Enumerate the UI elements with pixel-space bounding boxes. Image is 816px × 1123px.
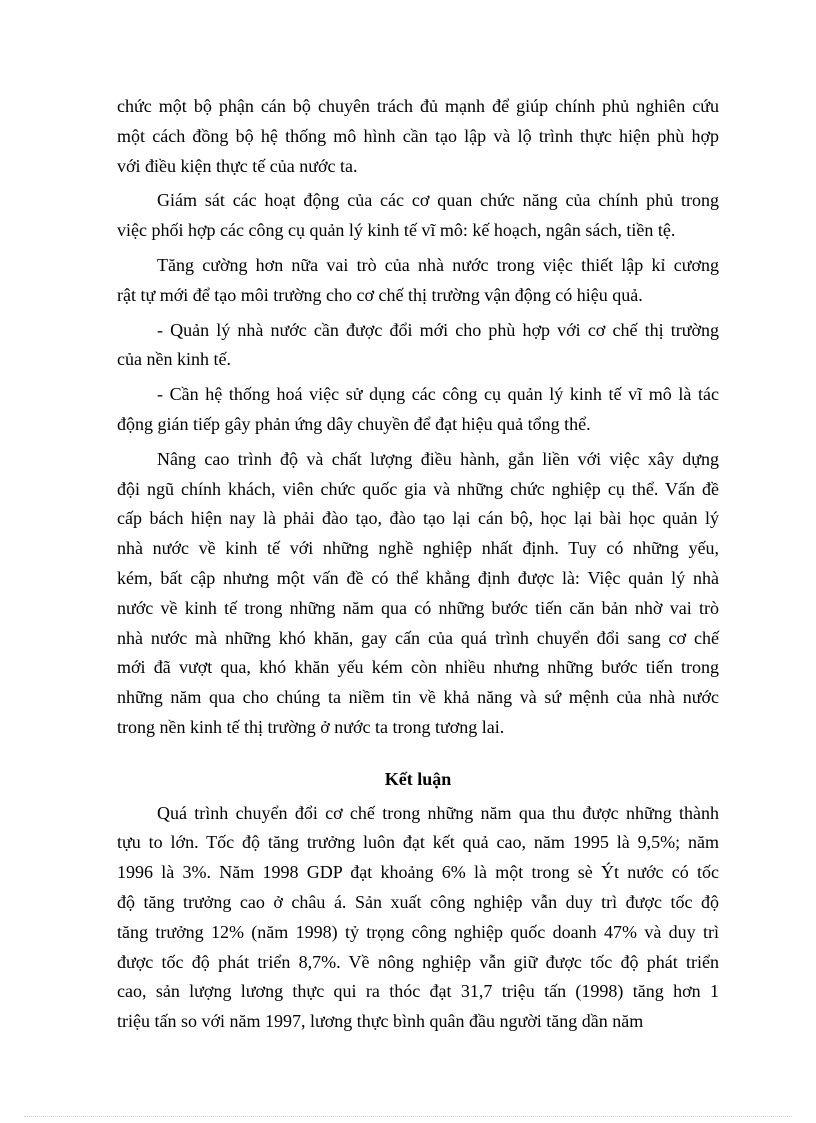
text-line: tựu to lớn. Tốc độ tăng trưởng luôn đạt kết quả cao, năm 1995 là 9,5%; năm	[117, 832, 719, 853]
text-line: - Cần hệ thống hoá việc sử dụng các công cụ quản lý kinh tế vĩ mô là tác	[157, 384, 719, 405]
page-bottom-divider	[24, 1116, 792, 1117]
text-line: cao, sản lượng lương thực qui ra thóc đạt 31,7 triệu tấn (1998) tăng hơn 1	[117, 981, 719, 1002]
document-page	[117, 92, 719, 1037]
text-line: 1996 là 3%. Năm 1998 GDP đạt khoảng 6% là một trong sè Ýt nước có tốc	[117, 862, 719, 883]
text-line: rật tự mới để tạo môi trường cho cơ chế thị trường vận động có hiệu quả.	[117, 284, 643, 305]
text-line: nhà nước mà những khó khăn, gay cấn của quá trình chuyển đổi sang cơ chế	[117, 627, 719, 648]
paragraph-p6	[117, 445, 719, 743]
heading-spacer	[117, 743, 719, 765]
text-line: Giám sát các hoạt động của các cơ quan chức năng của chính phủ trong	[157, 190, 719, 211]
paragraph-p5	[117, 380, 719, 440]
body-text-bottom	[117, 799, 719, 1037]
text-line: trong nền kinh tế thị trường ở nước ta trong tương lai.	[117, 716, 505, 737]
text-line: những năm qua cho chúng ta niềm tin về khả năng và sứ mệnh của nhà nước	[117, 687, 719, 708]
text-line: việc phối hợp các công cụ quản lý kinh tế vĩ mô: kế hoạch, ngân sách, tiền tệ.	[117, 220, 676, 241]
text-line: độ tăng trưởng cao ở châu á. Sản xuất công nghiệp vẫn duy trì được tốc độ	[117, 891, 719, 912]
text-line: triệu tấn so với năm 1997, lương thực bình quân đầu người tăng dần năm	[117, 1011, 644, 1032]
text-line: mới đã vượt qua, khó khăn yếu kém còn nhiều nhưng những bước tiến trong	[117, 657, 719, 678]
paragraph-p3	[117, 251, 719, 311]
text-line: kém, bất cập nhưng một vấn đề có thể khẳng định được là: Việc quản lý nhà	[117, 567, 719, 588]
text-line: tăng trưởng 12% (năm 1998) tỷ trọng công nghiệp quốc doanh 47% và duy trì	[117, 921, 719, 942]
text-line: một cách đồng bộ hệ thống mô hình cần tạo lập và lộ trình thực hiện phù hợp	[117, 125, 719, 146]
body-text-top	[117, 92, 719, 743]
text-line: - Quản lý nhà nước cần được đổi mới cho phù hợp với cơ chế thị trường	[157, 319, 719, 340]
section-heading: Kết luận	[384, 768, 452, 789]
text-line: chức một bộ phận cán bộ chuyên trách đủ mạnh để giúp chính phủ nghiên cứu	[117, 96, 719, 116]
text-line: Quá trình chuyển đổi cơ chế trong những năm qua thu được những thành	[157, 802, 719, 823]
text-line: nước về kinh tế trong những năm qua có những bước tiến căn bản nhờ vai trò	[117, 597, 719, 618]
text-line: được tốc độ phát triển 8,7%. Về nông nghiệp vẫn giữ được tốc độ phát triển	[117, 951, 719, 972]
text-line: nhà nước về kinh tế với những nghề nghiệp nhất định. Tuy có những yếu,	[117, 538, 719, 559]
paragraph-p1	[117, 92, 719, 181]
paragraph-p7	[117, 799, 719, 1037]
text-line: đội ngũ chính khách, viên chức quốc gia và những chức nghiệp cụ thể. Vấn đề	[117, 478, 719, 499]
text-line: của nền kinh tế.	[117, 349, 231, 370]
paragraph-p2	[117, 186, 719, 246]
text-line: động gián tiếp gây phản ứng dây chuyền để đạt hiệu quả tổng thể.	[117, 413, 591, 434]
text-line: với điều kiện thực tế của nước ta.	[117, 155, 358, 176]
text-line: Tăng cường hơn nữa vai trò của nhà nước trong việc thiết lập kỉ cương	[157, 254, 719, 275]
text-line: cấp bách hiện nay là phải đào tạo, đào tạo lại cán bộ, học lại bài học quản lý	[117, 508, 719, 529]
paragraph-p4	[117, 316, 719, 376]
text-line: Nâng cao trình độ và chất lượng điều hành, gắn liền với việc xây dựng	[157, 448, 719, 469]
